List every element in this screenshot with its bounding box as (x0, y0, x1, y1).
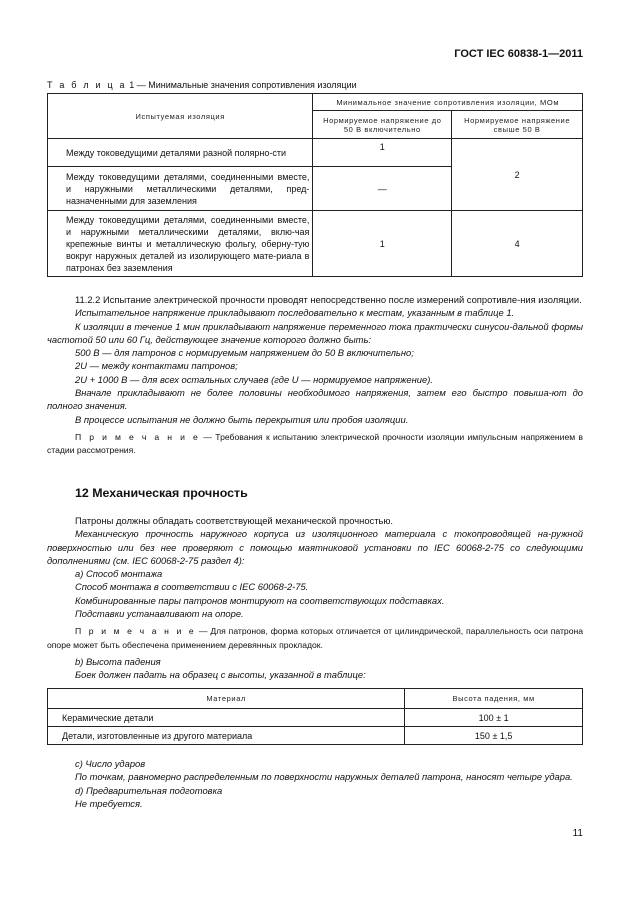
paragraph: Комбинированные пары патронов монтируют на соответствующих подставках. (75, 594, 445, 606)
table-cell: 2 (452, 139, 583, 211)
table-cell: Керамические детали (48, 709, 405, 727)
section-12-tail (47, 757, 583, 810)
table-cell: 150 ± 1,5 (405, 727, 583, 745)
table-row (48, 709, 583, 727)
table-cell: 4 (452, 211, 583, 277)
col-resistance-group-header: Минимальное значение сопротивления изоляции, МОм (313, 94, 583, 111)
table-row (48, 139, 583, 167)
table-row (48, 211, 583, 277)
table-cell: 1 (313, 139, 452, 167)
paragraph: Не требуется. (75, 797, 143, 809)
item-a-title: а) Способ монтажа (75, 568, 163, 580)
note-text: — Для патронов, форма которых отличается от цилиндрической, параллельность оси патрона опоре может быть обеспечена применением деревянных прокладок. (47, 626, 583, 650)
paragraph: Механическую прочность наружного корпуса из изоляционного материала с токопроводящей на-ружной поверхностью или без нее проверяют с помощью маятниковой установки по IEC 60068-2-75 со следующими дополнениями (см. IEC 60068-2-75 раздел 4): (47, 528, 583, 566)
standard-header: ГОСТ IEC 60838-1—2011 (454, 48, 583, 60)
insulation-resistance-table (47, 93, 583, 277)
paragraph: 500 В — для патронов с нормируемым напряжением до 50 В включительно; (75, 347, 414, 359)
paragraph: Подставки устанавливают на опоре. (75, 608, 244, 620)
note (47, 431, 583, 458)
table-cell: Между токоведущими деталями разной полярно-сти (48, 139, 313, 167)
paragraph: Испытательное напряжение прикладывают последовательно к местам, указанным в таблице 1. (75, 307, 515, 319)
item-d-title: d) Предварительная подготовка (75, 784, 223, 796)
table-row (48, 727, 583, 745)
note-text: — Требования к испытанию электрической прочности изоляции импульсным напряжением в стадии рассмотрения. (47, 431, 583, 456)
section-11-2-2 (47, 293, 583, 458)
table-cell: 100 ± 1 (405, 709, 583, 727)
paragraph: 11.2.2 Испытание электрической прочности проводят непосредственно после измерений сопротивле-ния изоляции. (75, 294, 582, 305)
item-c-title: с) Число ударов (75, 758, 146, 769)
table-cell: — (313, 167, 452, 211)
paragraph: В процессе испытания не должно быть перекрытия или пробоя изоляции. (75, 413, 409, 425)
paragraph: Боек должен падать на образец с высоты, указанной в таблице: (75, 669, 366, 681)
col-insulation-header: Испытуемая изоляция (48, 94, 313, 139)
paragraph: 2U + 1000 В — для всех остальных случаев (где U — нормируемое напряжение). (75, 373, 433, 385)
note-label: П р и м е ч а н и е (75, 431, 201, 442)
col-material-header: Материал (48, 689, 405, 709)
table-cell: Детали, изготовленные из другого материала (48, 727, 405, 745)
table-cell: 1 (313, 211, 452, 277)
table1-caption-label: Т а б л и ц а (47, 80, 127, 90)
paragraph: По точкам, равномерно распределенным по поверхности наружных деталей патрона, наносят четыре удара. (75, 771, 573, 783)
paragraph: Патроны должны обладать соответствующей механической прочностью. (75, 515, 394, 526)
table1-caption-text: 1 — Минимальные значения сопротивления изоляции (126, 80, 357, 90)
paragraph: К изоляции в течение 1 мин прикладывают напряжение переменного тока практически синусои-дальной формы частотой 50 или 60 Гц, действующее значение которого должно быть: (47, 320, 583, 345)
table1-caption (47, 80, 357, 90)
col-over50-header: Нормируемое напряжение свыше 50 В (452, 111, 583, 139)
col-height-header: Высота падения, мм (405, 689, 583, 709)
section-12-heading: 12 Механическая прочность (75, 486, 248, 500)
paragraph: Вначале прикладывают не более половины необходимого напряжения, затем его быстро повыша-ют до полного значения. (47, 387, 583, 412)
table-cell: Между токоведущими деталями, соединенными вместе, и наружными металлическими деталями, пред-назначенными для заземления (48, 167, 313, 211)
page-number: 11 (572, 828, 583, 839)
col-upto50-header: Нормируемое напряжение до 50 В включительно (313, 111, 452, 139)
note (47, 625, 583, 652)
table-cell: Между токоведущими деталями, соединенными вместе, и наружными металлическими деталями, вклю-чая крепежные винты и металлическую фольгу, оберну-тую вокруг наружных деталей из изолирующего мате-риала в патронах без заземления (48, 211, 313, 277)
note-label: П р и м е ч а н и е (75, 626, 197, 637)
drop-height-table (47, 688, 583, 745)
paragraph: 2U — между контактами патронов; (75, 360, 238, 372)
section-12-body (47, 514, 583, 682)
paragraph: Способ монтажа в соответствии с IEC 60068-2-75. (75, 581, 309, 593)
item-b-title: b) Высота падения (75, 655, 161, 667)
